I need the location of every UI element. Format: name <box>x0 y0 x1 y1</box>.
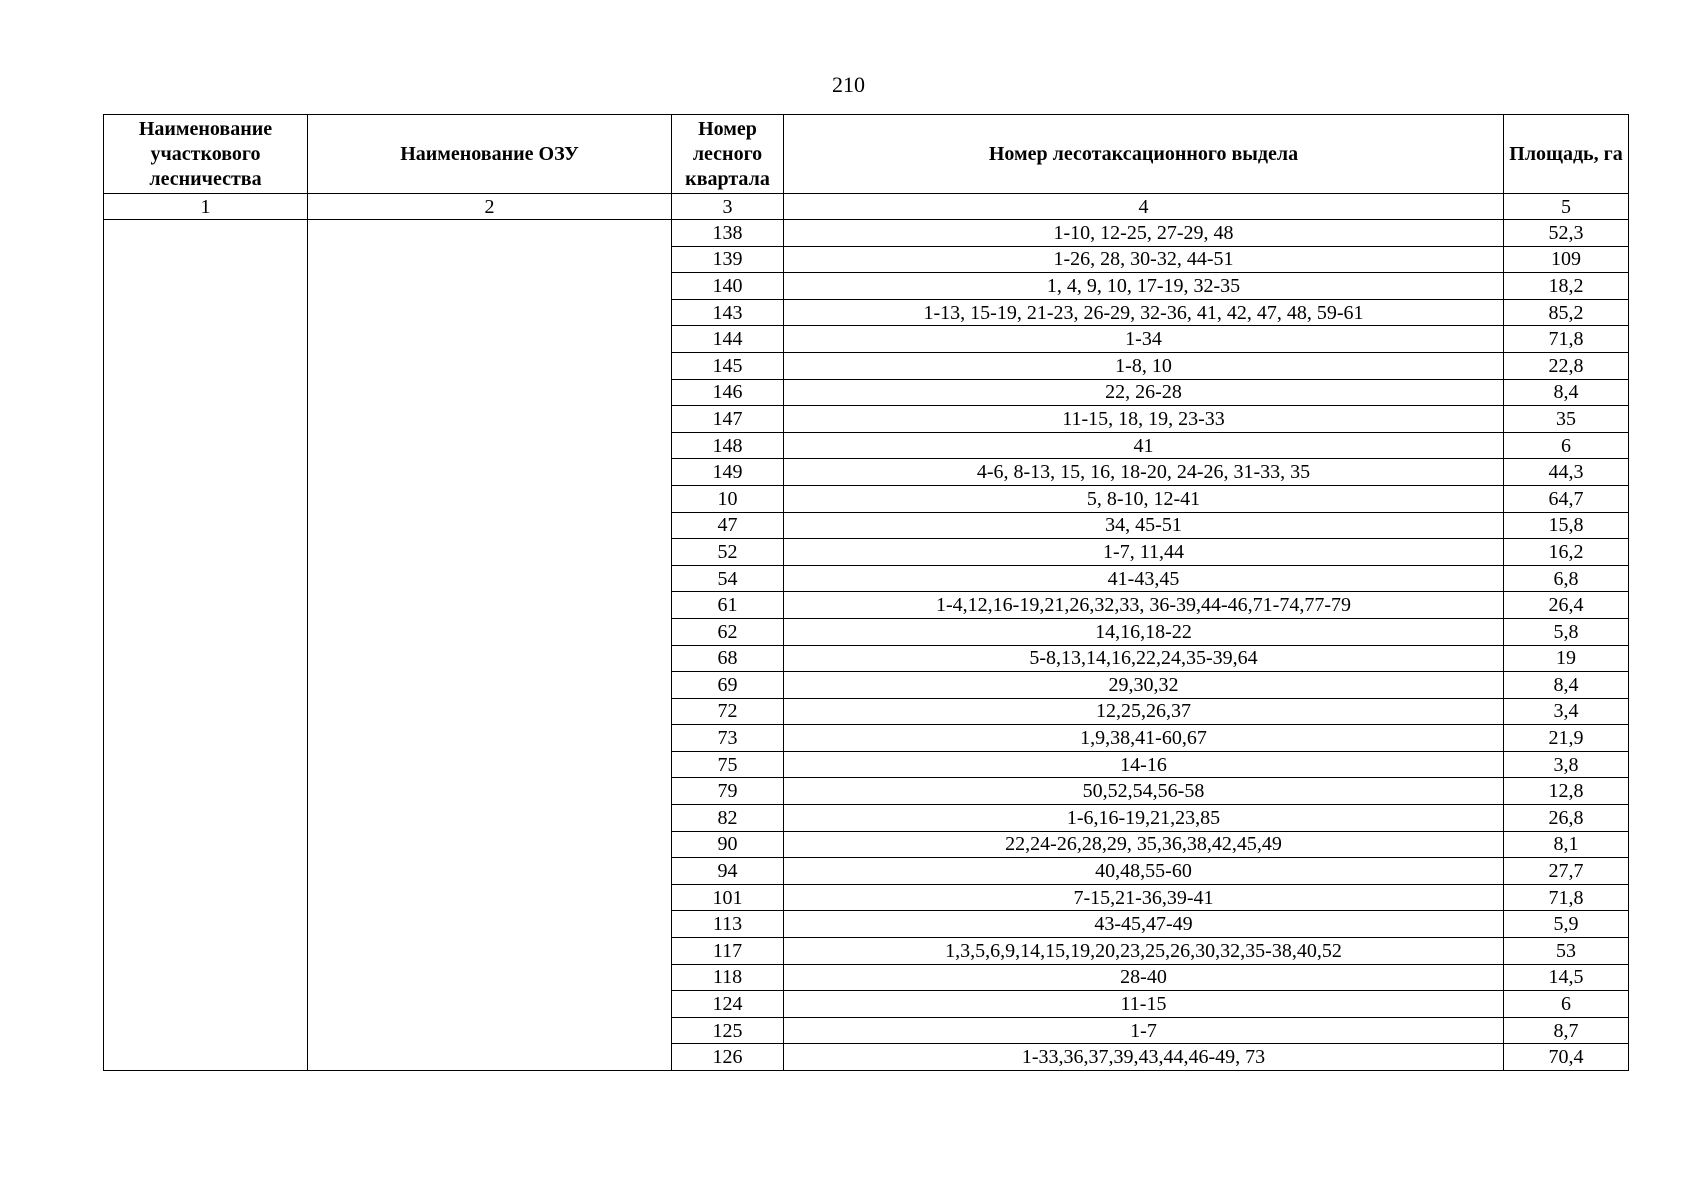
area-cell: 6 <box>1504 432 1629 459</box>
quarter-cell: 144 <box>672 326 784 353</box>
area-cell: 85,2 <box>1504 299 1629 326</box>
divisions-cell: 7-15,21-36,39-41 <box>784 884 1504 911</box>
divisions-cell: 14-16 <box>784 751 1504 778</box>
area-cell: 5,8 <box>1504 618 1629 645</box>
area-cell: 71,8 <box>1504 326 1629 353</box>
quarter-cell: 79 <box>672 778 784 805</box>
forestry-name-cell <box>104 220 308 1071</box>
header-quarter: Номер лесного квартала <box>672 115 784 194</box>
area-cell: 14,5 <box>1504 964 1629 991</box>
quarter-cell: 146 <box>672 379 784 406</box>
divisions-cell: 1-26, 28, 30-32, 44-51 <box>784 246 1504 273</box>
header-row <box>104 115 1629 194</box>
area-cell: 5,9 <box>1504 911 1629 938</box>
area-cell: 19 <box>1504 645 1629 672</box>
quarter-cell: 73 <box>672 725 784 752</box>
area-cell: 52,3 <box>1504 220 1629 247</box>
divisions-cell: 43-45,47-49 <box>784 911 1504 938</box>
area-cell: 70,4 <box>1504 1044 1629 1071</box>
ozu-name-cell <box>308 220 672 1071</box>
quarter-cell: 113 <box>672 911 784 938</box>
quarter-cell: 118 <box>672 964 784 991</box>
divisions-cell: 1-7 <box>784 1017 1504 1044</box>
area-cell: 8,4 <box>1504 672 1629 699</box>
quarter-cell: 75 <box>672 751 784 778</box>
divisions-cell: 5, 8-10, 12-41 <box>784 485 1504 512</box>
area-cell: 109 <box>1504 246 1629 273</box>
quarter-cell: 90 <box>672 831 784 858</box>
divisions-cell: 5-8,13,14,16,22,24,35-39,64 <box>784 645 1504 672</box>
header-area: Площадь, га <box>1504 115 1629 194</box>
quarter-cell: 54 <box>672 565 784 592</box>
area-cell: 26,4 <box>1504 592 1629 619</box>
column-number: 2 <box>308 194 672 220</box>
area-cell: 53 <box>1504 938 1629 965</box>
divisions-cell: 22,24-26,28,29, 35,36,38,42,45,49 <box>784 831 1504 858</box>
quarter-cell: 143 <box>672 299 784 326</box>
quarter-cell: 139 <box>672 246 784 273</box>
divisions-cell: 1-4,12,16-19,21,26,32,33, 36-39,44-46,71-74,77-79 <box>784 592 1504 619</box>
area-cell: 6 <box>1504 991 1629 1018</box>
quarter-cell: 126 <box>672 1044 784 1071</box>
divisions-cell: 1-10, 12-25, 27-29, 48 <box>784 220 1504 247</box>
quarter-cell: 148 <box>672 432 784 459</box>
quarter-cell: 117 <box>672 938 784 965</box>
quarter-cell: 140 <box>672 273 784 300</box>
divisions-cell: 34, 45-51 <box>784 512 1504 539</box>
area-cell: 12,8 <box>1504 778 1629 805</box>
quarter-cell: 125 <box>672 1017 784 1044</box>
area-cell: 35 <box>1504 406 1629 433</box>
table-row <box>104 220 1629 247</box>
quarter-cell: 147 <box>672 406 784 433</box>
divisions-cell: 1, 4, 9, 10, 17-19, 32-35 <box>784 273 1504 300</box>
page-number: 210 <box>832 72 865 97</box>
area-cell: 8,1 <box>1504 831 1629 858</box>
divisions-cell: 1-6,16-19,21,23,85 <box>784 805 1504 832</box>
forest-divisions-table <box>103 114 1629 1071</box>
quarter-cell: 69 <box>672 672 784 699</box>
quarter-cell: 10 <box>672 485 784 512</box>
quarter-cell: 62 <box>672 618 784 645</box>
divisions-cell: 12,25,26,37 <box>784 698 1504 725</box>
area-cell: 6,8 <box>1504 565 1629 592</box>
divisions-cell: 41 <box>784 432 1504 459</box>
header-ozu: Наименование ОЗУ <box>308 115 672 194</box>
divisions-cell: 1-7, 11,44 <box>784 539 1504 566</box>
column-number: 4 <box>784 194 1504 220</box>
area-cell: 21,9 <box>1504 725 1629 752</box>
divisions-cell: 22, 26-28 <box>784 379 1504 406</box>
quarter-cell: 101 <box>672 884 784 911</box>
quarter-cell: 47 <box>672 512 784 539</box>
divisions-cell: 40,48,55-60 <box>784 858 1504 885</box>
area-cell: 8,4 <box>1504 379 1629 406</box>
divisions-cell: 1-33,36,37,39,43,44,46-49, 73 <box>784 1044 1504 1071</box>
divisions-cell: 11-15 <box>784 991 1504 1018</box>
divisions-cell: 41-43,45 <box>784 565 1504 592</box>
area-cell: 3,4 <box>1504 698 1629 725</box>
quarter-cell: 94 <box>672 858 784 885</box>
area-cell: 26,8 <box>1504 805 1629 832</box>
divisions-cell: 14,16,18-22 <box>784 618 1504 645</box>
area-cell: 15,8 <box>1504 512 1629 539</box>
quarter-cell: 52 <box>672 539 784 566</box>
column-number: 1 <box>104 194 308 220</box>
quarter-cell: 149 <box>672 459 784 486</box>
quarter-cell: 138 <box>672 220 784 247</box>
divisions-cell: 1-8, 10 <box>784 352 1504 379</box>
quarter-cell: 124 <box>672 991 784 1018</box>
area-cell: 8,7 <box>1504 1017 1629 1044</box>
area-cell: 22,8 <box>1504 352 1629 379</box>
area-cell: 3,8 <box>1504 751 1629 778</box>
quarter-cell: 68 <box>672 645 784 672</box>
header-forestry: Наименование участкового лесничества <box>104 115 308 194</box>
area-cell: 64,7 <box>1504 485 1629 512</box>
area-cell: 27,7 <box>1504 858 1629 885</box>
divisions-cell: 1-13, 15-19, 21-23, 26-29, 32-36, 41, 42, 47, 48, 59-61 <box>784 299 1504 326</box>
divisions-cell: 1,3,5,6,9,14,15,19,20,23,25,26,30,32,35-38,40,52 <box>784 938 1504 965</box>
divisions-cell: 29,30,32 <box>784 672 1504 699</box>
divisions-cell: 50,52,54,56-58 <box>784 778 1504 805</box>
divisions-cell: 11-15, 18, 19, 23-33 <box>784 406 1504 433</box>
column-number: 5 <box>1504 194 1629 220</box>
quarter-cell: 61 <box>672 592 784 619</box>
quarter-cell: 145 <box>672 352 784 379</box>
quarter-cell: 82 <box>672 805 784 832</box>
area-cell: 44,3 <box>1504 459 1629 486</box>
column-number-row <box>104 194 1629 220</box>
header-divisions: Номер лесотаксационного выдела <box>784 115 1504 194</box>
area-cell: 18,2 <box>1504 273 1629 300</box>
area-cell: 71,8 <box>1504 884 1629 911</box>
column-number: 3 <box>672 194 784 220</box>
divisions-cell: 28-40 <box>784 964 1504 991</box>
divisions-cell: 4-6, 8-13, 15, 16, 18-20, 24-26, 31-33, 35 <box>784 459 1504 486</box>
area-cell: 16,2 <box>1504 539 1629 566</box>
divisions-cell: 1,9,38,41-60,67 <box>784 725 1504 752</box>
divisions-cell: 1-34 <box>784 326 1504 353</box>
quarter-cell: 72 <box>672 698 784 725</box>
